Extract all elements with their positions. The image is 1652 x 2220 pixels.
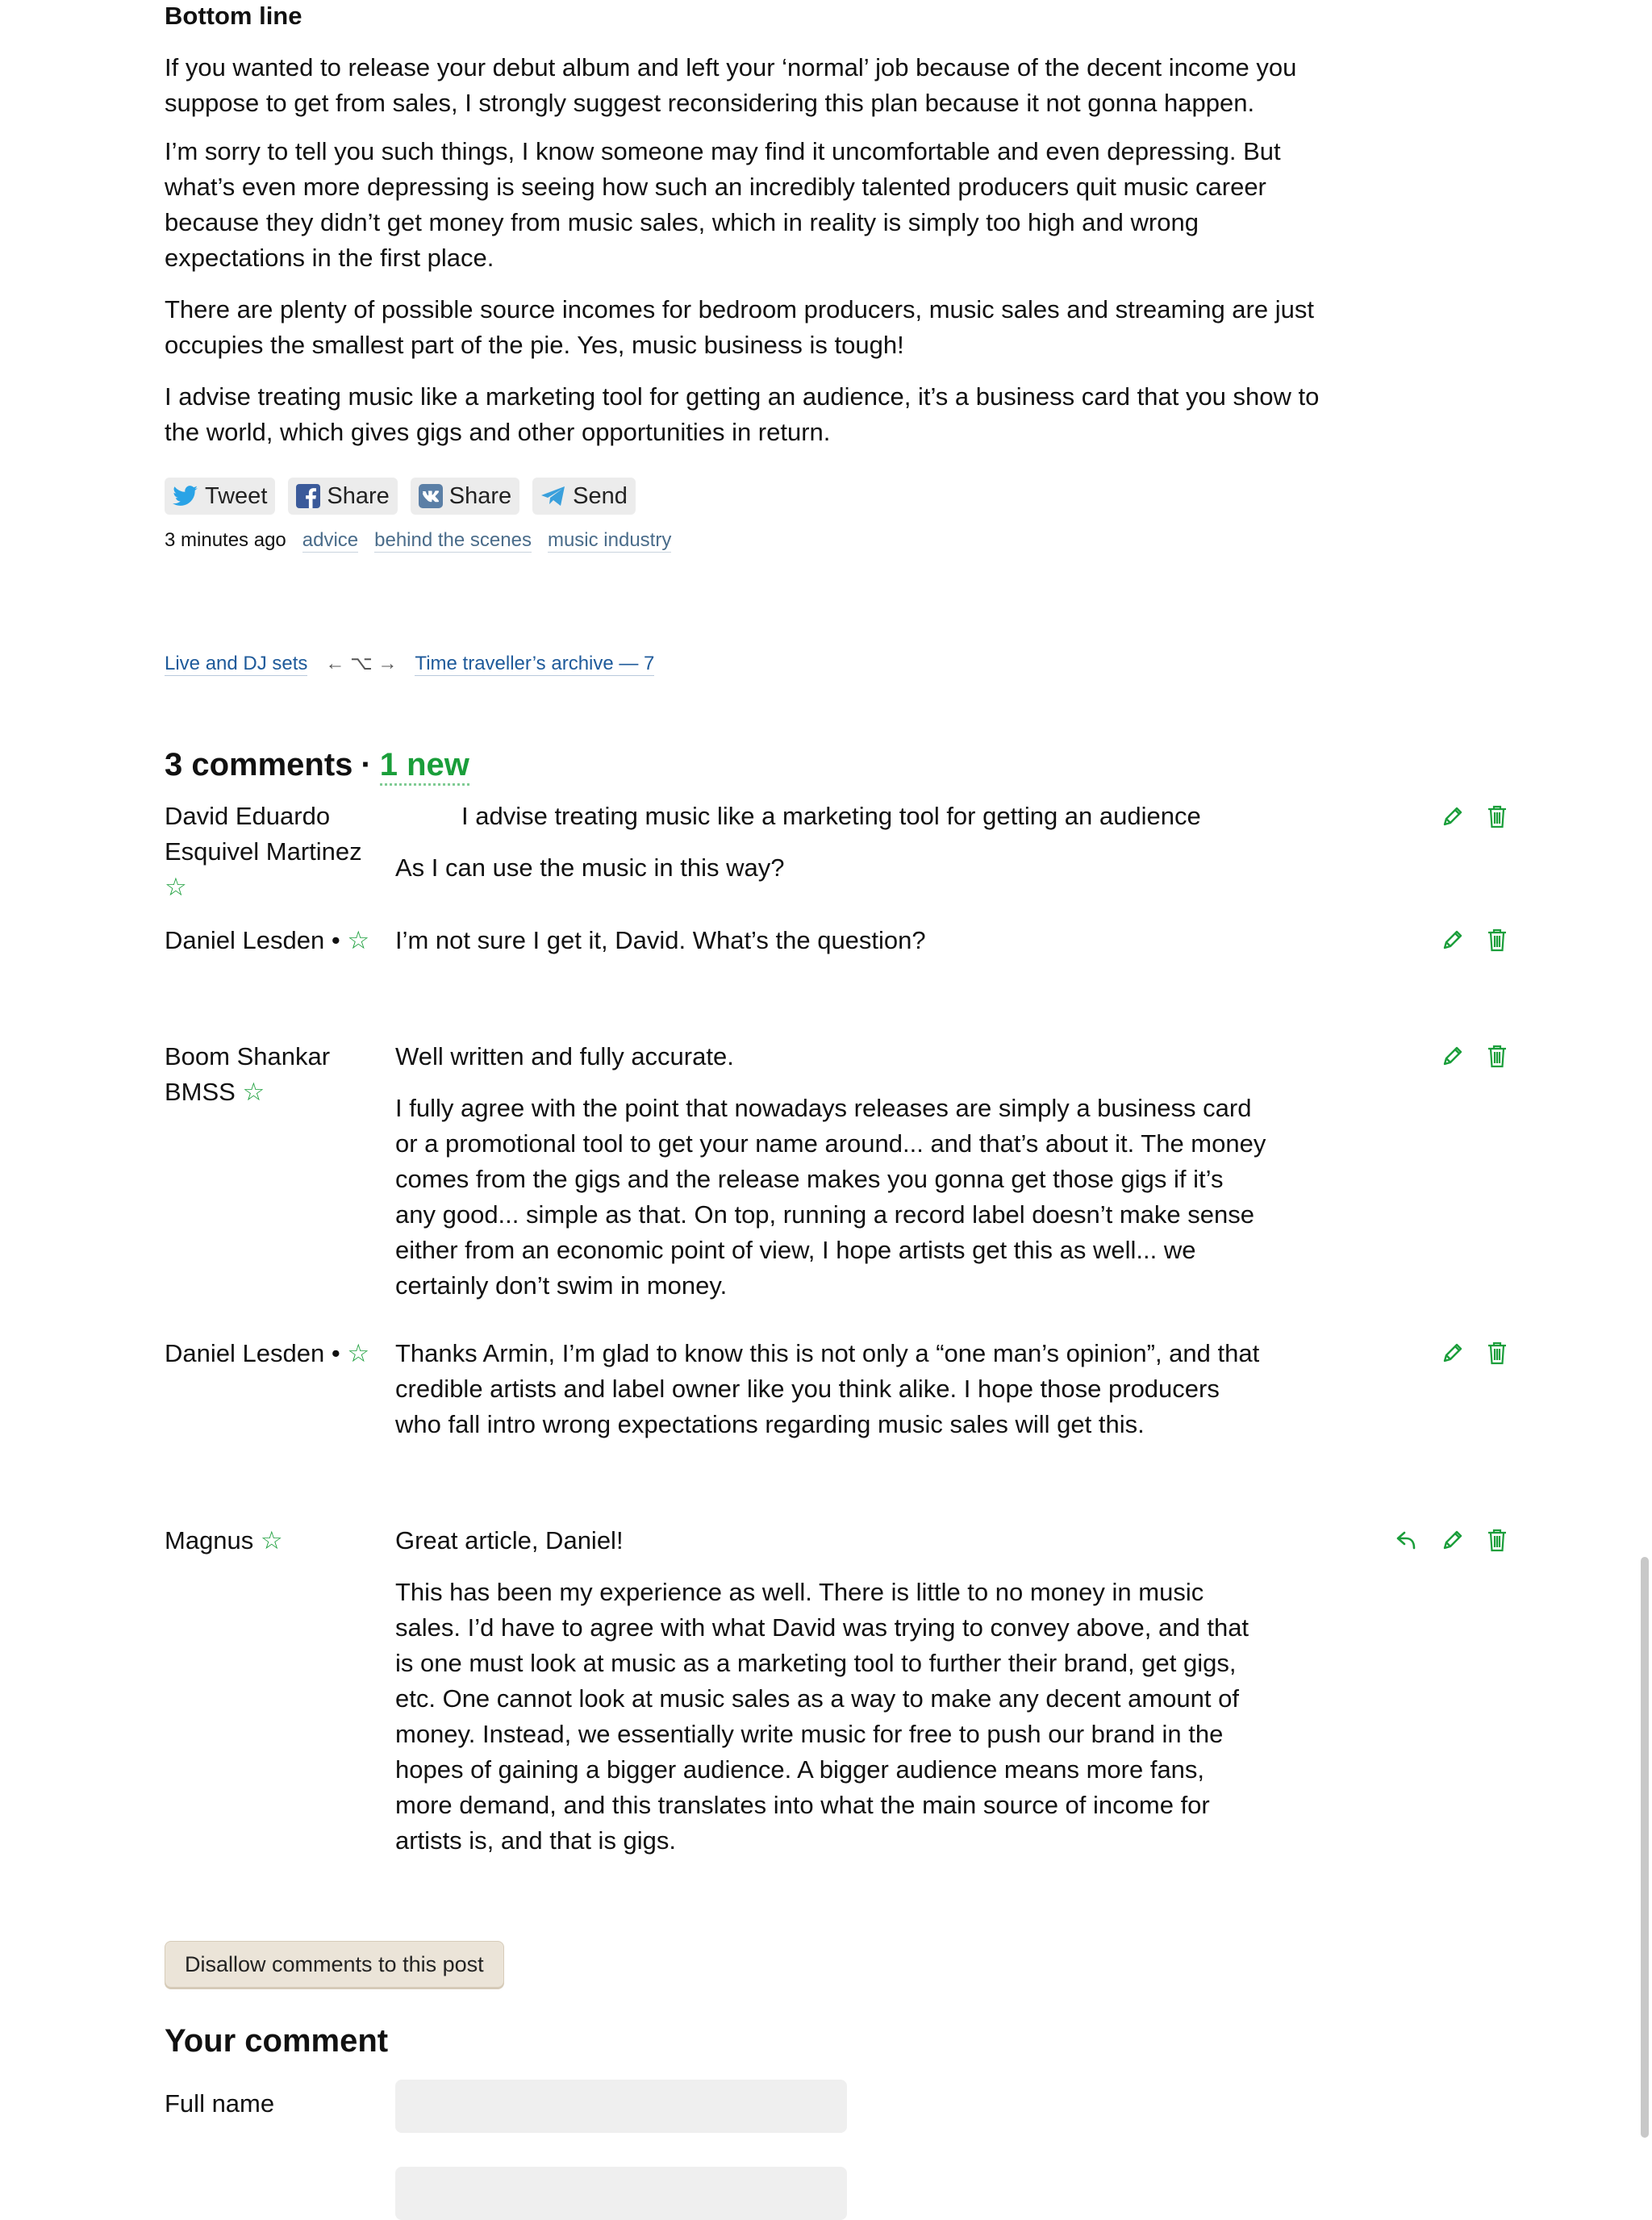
tag-link-behind-the-scenes[interactable]: behind the scenes <box>374 529 532 551</box>
post-time: 3 minutes ago <box>165 529 286 551</box>
comments-heading <box>165 747 469 786</box>
comment-paragraph: Well written and fully accurate. <box>395 1042 734 1070</box>
author-name[interactable]: Boom Shankar BMSS <box>165 1042 331 1106</box>
article-paragraph: If you wanted to release your debut album and left your ‘normal’ job because of the decent income you suppose to get from sales, I strongly suggest reconsidering this plan because it not gonna happen. <box>165 53 1297 117</box>
second-input[interactable] <box>395 2167 847 2220</box>
facebook-icon <box>296 484 320 508</box>
comment-paragraph: Great article, Daniel! <box>395 1526 624 1554</box>
next-post-link[interactable]: Time traveller’s archive — 7 <box>415 653 655 674</box>
disallow-comments-button[interactable]: Disallow comments to this post <box>165 1941 504 1988</box>
star-icon[interactable]: ☆ <box>347 926 370 954</box>
article-paragraph: There are plenty of possible source incomes for bedroom producers, music sales and streaming are just occupies the smallest part of the pie. Yes, music business is tough! <box>165 295 1314 359</box>
comment-author <box>165 923 398 958</box>
trash-icon[interactable] <box>1486 804 1508 832</box>
pencil-icon[interactable] <box>1441 928 1465 956</box>
facebook-share-button[interactable] <box>288 478 397 515</box>
prev-post-link[interactable]: Live and DJ sets <box>165 653 308 674</box>
twitter-icon <box>173 485 198 507</box>
comment-form-heading: Your comment <box>165 2023 389 2059</box>
share-buttons <box>165 478 636 515</box>
comment-author <box>165 799 382 905</box>
article-paragraph: I advise treating music like a marketing tool for getting an audience, it’s a business card that you show to the world, which gives gigs and other opportunities in return. <box>165 382 1320 446</box>
post-navigation <box>165 652 654 676</box>
vk-share-button[interactable] <box>411 478 519 515</box>
comment-author <box>165 1336 398 1371</box>
telegram-icon <box>540 485 566 507</box>
reply-icon[interactable] <box>1395 1528 1418 1556</box>
telegram-send-label: Send <box>573 482 628 509</box>
keyboard-nav-hint: ← ⌥ → <box>325 653 398 674</box>
comment-quote: I advise treating music like a marketing tool for getting an audience <box>461 802 1201 830</box>
star-icon[interactable]: ☆ <box>260 1526 283 1554</box>
vk-share-label: Share <box>448 482 512 509</box>
pencil-icon[interactable] <box>1441 1341 1465 1369</box>
section-heading: Bottom line <box>165 2 302 30</box>
comment-author <box>165 1523 382 1559</box>
pencil-icon[interactable] <box>1441 1044 1465 1072</box>
comment-body <box>395 923 1283 974</box>
comment-body <box>395 1336 1266 1458</box>
full-name-label: Full name <box>165 2089 275 2118</box>
comment-body <box>395 799 1283 902</box>
author-name[interactable]: Daniel Lesden <box>165 1339 325 1367</box>
trash-icon[interactable] <box>1486 1044 1508 1072</box>
author-name[interactable]: Daniel Lesden <box>165 926 325 954</box>
tag-link-music-industry[interactable]: music industry <box>547 529 672 551</box>
new-comments-link[interactable]: 1 new <box>380 747 469 786</box>
trash-icon[interactable] <box>1486 928 1508 956</box>
trash-icon[interactable] <box>1486 1341 1508 1369</box>
pencil-icon[interactable] <box>1441 1528 1465 1556</box>
post-meta <box>165 529 671 553</box>
facebook-share-label: Share <box>327 482 390 509</box>
pencil-icon[interactable] <box>1441 804 1465 832</box>
bullet: • <box>331 926 340 954</box>
tweet-label: Tweet <box>205 482 268 509</box>
comment-body <box>395 1039 1266 1320</box>
comment-paragraph: I fully agree with the point that nowadays releases are simply a business card or a promotional tool to get your name around... and that’s about it. The money comes from the gigs and the release makes you gonna get those gigs if it’s any good... simple as that. On top, running a record label doesn’t make sense either from an economic point of view, I hope artists get this as well... we certainly don’t swim in money. <box>395 1094 1266 1300</box>
trash-icon[interactable] <box>1486 1528 1508 1556</box>
star-icon[interactable]: ☆ <box>347 1339 370 1367</box>
comment-paragraph: I’m not sure I get it, David. What’s the question? <box>395 926 926 954</box>
author-name[interactable]: David Eduardo Esquivel Martinez <box>165 802 362 866</box>
tweet-button[interactable] <box>165 478 275 515</box>
telegram-send-button[interactable] <box>532 478 636 515</box>
scrollbar-thumb[interactable] <box>1641 1557 1649 2138</box>
tag-link-advice[interactable]: advice <box>302 529 359 551</box>
comment-paragraph: Thanks Armin, I’m glad to know this is not only a “one man’s opinion”, and that credible artists and label owner like you think alike. I hope those producers who fall intro wrong expectations regarding music sales will get this. <box>395 1339 1260 1438</box>
star-icon[interactable]: ☆ <box>165 873 187 901</box>
full-name-input[interactable] <box>395 2080 847 2133</box>
comment-author <box>165 1039 358 1110</box>
bullet: • <box>331 1339 340 1367</box>
article-paragraph: I’m sorry to tell you such things, I know someone may find it uncomfortable and even depressing. But what’s even more depressing is seeing how such an incredibly talented producers quit music career because they didn’t get money from music sales, which in reality is simply too high and wrong expectations in the first place. <box>165 137 1281 272</box>
comments-count: 3 comments <box>165 747 353 782</box>
comment-body <box>395 1523 1266 1875</box>
comment-paragraph: As I can use the music in this way? <box>395 853 785 882</box>
author-name[interactable]: Magnus <box>165 1526 254 1554</box>
comment-paragraph: This has been my experience as well. There is little to no money in music sales. I’d have to agree with what David was trying to convey above, and that is one must look at music as a marketing tool to further their brand, get gigs, etc. One cannot look at music sales as a way to make any decent amount of money. Instead, we essentially write music for free to push our brand in the hopes of gaining a bigger audience. A bigger audience means more fans, more demand, and this translates into what the main source of income for artists is, and that is gigs. <box>395 1578 1249 1855</box>
star-icon[interactable]: ☆ <box>242 1078 265 1106</box>
separator-dot: · <box>361 747 372 782</box>
vk-icon <box>419 484 443 508</box>
